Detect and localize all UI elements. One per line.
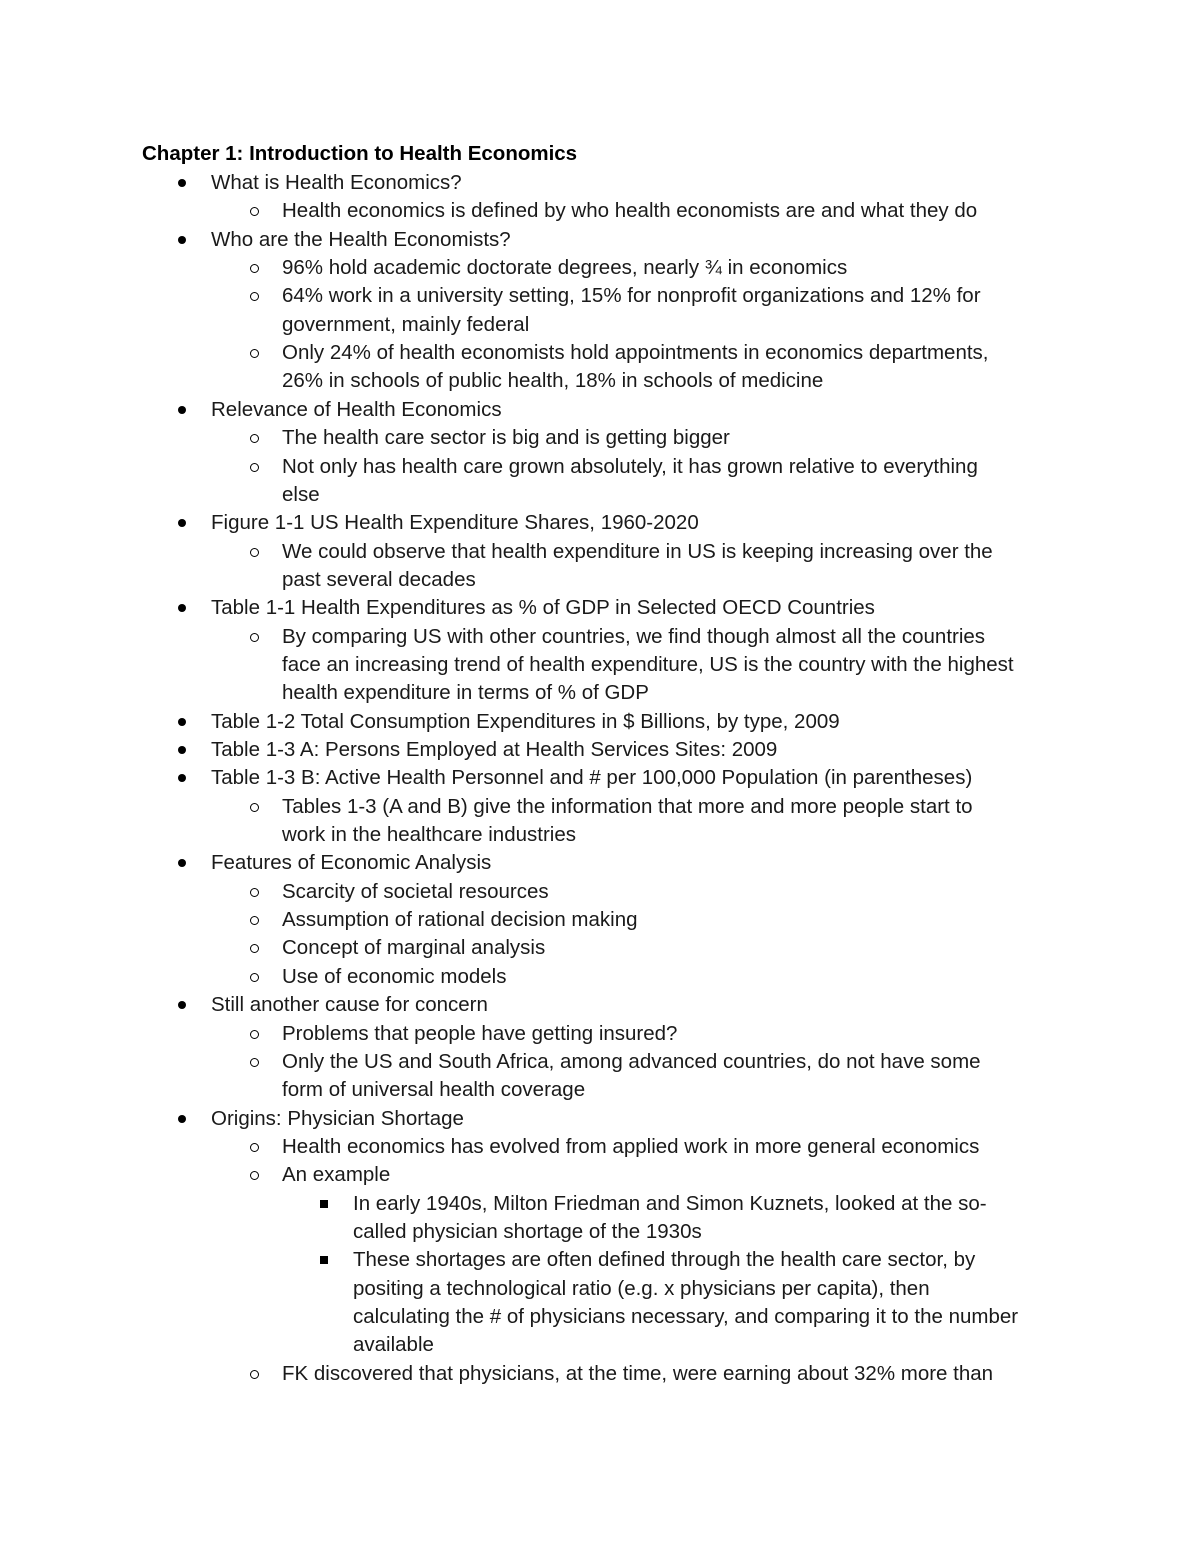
bullet-circle-icon bbox=[250, 264, 259, 273]
outline-item-line: Who are the Health Economists? bbox=[211, 227, 511, 251]
outline-item-line: Scarcity of societal resources bbox=[282, 879, 549, 903]
bullet-circle-icon bbox=[250, 1030, 259, 1039]
outline-item-line: work in the healthcare industries bbox=[282, 823, 576, 847]
outline-item-line: 64% work in a university setting, 15% for nonprofit organizations and 12% for bbox=[282, 284, 981, 308]
outline-item-line: An example bbox=[282, 1163, 391, 1187]
bullet-disc-icon bbox=[178, 236, 186, 244]
bullet-circle-icon bbox=[250, 944, 259, 953]
outline-item-line: Origins: Physician Shortage bbox=[211, 1106, 464, 1130]
outline-item-line: Tables 1-3 (A and B) give the information that more and more people start to bbox=[282, 794, 973, 818]
bullet-circle-icon bbox=[250, 1058, 259, 1067]
outline-item-line: Concept of marginal analysis bbox=[282, 936, 546, 960]
chapter-title: Chapter 1: Introduction to Health Economics bbox=[142, 142, 578, 165]
outline-item-line: calculating the # of physicians necessary, and comparing it to the number bbox=[353, 1305, 1019, 1328]
outline-item-line: positing a technological ratio (e.g. x physicians per capita), then bbox=[353, 1276, 930, 1300]
outline-item-line: What is Health Economics? bbox=[211, 171, 462, 194]
outline-item-line: Only 24% of health economists hold appointments in economics departments, bbox=[282, 341, 989, 365]
outline-item-line: Figure 1-1 US Health Expenditure Shares, 1960-2020 bbox=[211, 511, 699, 535]
outline-item-line: government, mainly federal bbox=[282, 312, 530, 336]
outline-item-line: Table 1-2 Total Consumption Expenditures in $ Billions, by type, 2009 bbox=[211, 709, 840, 733]
bullet-disc-icon bbox=[178, 1115, 186, 1123]
outline-item-line: These shortages are often defined through the health care sector, by bbox=[353, 1248, 976, 1272]
outline-item-line: called physician shortage of the 1930s bbox=[353, 1219, 702, 1243]
bullet-disc-icon bbox=[178, 604, 186, 612]
bullet-circle-icon bbox=[250, 434, 259, 443]
bullet-disc-icon bbox=[178, 859, 186, 867]
outline-item-line: Problems that people have getting insured? bbox=[282, 1021, 678, 1045]
outline-item-line: Table 1-1 Health Expenditures as % of GDP in Selected OECD Countries bbox=[211, 596, 875, 620]
outline-item-line: Only the US and South Africa, among advanced countries, do not have some bbox=[282, 1049, 981, 1073]
bullet-disc-icon bbox=[178, 774, 186, 782]
bullet-circle-icon bbox=[250, 1171, 259, 1180]
outline-item-line: Use of economic models bbox=[282, 964, 507, 988]
outline-item-line: health expenditure in terms of % of GDP bbox=[282, 681, 649, 705]
outline-item-line: In early 1940s, Milton Friedman and Simon Kuznets, looked at the so- bbox=[353, 1191, 987, 1215]
outline-item-line: available bbox=[353, 1333, 434, 1357]
outline-item-line: Table 1-3 B: Active Health Personnel and # per 100,000 Population (in parentheses) bbox=[211, 766, 973, 790]
bullet-circle-icon bbox=[250, 633, 259, 642]
bullet-circle-icon bbox=[250, 916, 259, 925]
outline-item-line: FK discovered that physicians, at the time, were earning about 32% more than bbox=[282, 1361, 994, 1385]
bullet-circle-icon bbox=[250, 292, 259, 301]
bullet-circle-icon bbox=[250, 349, 259, 358]
outline-item-line: past several decades bbox=[282, 567, 476, 591]
bullet-disc-icon bbox=[178, 718, 186, 726]
bullet-circle-icon bbox=[250, 207, 259, 216]
bullet-square-icon bbox=[320, 1200, 328, 1208]
bullet-circle-icon bbox=[250, 1143, 259, 1152]
outline-item-line: Relevance of Health Economics bbox=[211, 397, 502, 421]
outline-item-line: By comparing US with other countries, we find though almost all the countries bbox=[282, 624, 986, 648]
outline-item-line: Assumption of rational decision making bbox=[282, 908, 638, 932]
bullet-square-icon bbox=[320, 1256, 328, 1264]
bullet-circle-icon bbox=[250, 973, 259, 982]
outline-item-line: Health economics is defined by who health economists are and what they do bbox=[282, 199, 978, 223]
outline-item-line: Not only has health care grown absolutely, it has grown relative to everything bbox=[282, 454, 978, 478]
outline-item-line: face an increasing trend of health expenditure, US is the country with the highest bbox=[282, 652, 1014, 676]
bullet-disc-icon bbox=[178, 519, 186, 527]
outline-item-line: Still another cause for concern bbox=[211, 993, 488, 1017]
outline-item-line: Table 1-3 A: Persons Employed at Health Services Sites: 2009 bbox=[211, 738, 778, 761]
bullet-circle-icon bbox=[250, 548, 259, 557]
bullet-circle-icon bbox=[250, 888, 259, 897]
bullet-disc-icon bbox=[178, 406, 186, 414]
outline-item-line: Health economics has evolved from applied work in more general economics bbox=[282, 1134, 980, 1158]
outline-item-line: 26% in schools of public health, 18% in schools of medicine bbox=[282, 369, 824, 393]
bullet-disc-icon bbox=[178, 179, 186, 187]
bullet-circle-icon bbox=[250, 463, 259, 472]
outline-item-line: Features of Economic Analysis bbox=[211, 851, 492, 875]
outline-item-line: else bbox=[282, 482, 320, 506]
outline-item-line: The health care sector is big and is getting bigger bbox=[282, 426, 730, 450]
bullet-disc-icon bbox=[178, 746, 186, 754]
outline-item-line: form of universal health coverage bbox=[282, 1078, 586, 1102]
bullet-disc-icon bbox=[178, 1001, 186, 1009]
bullet-circle-icon bbox=[250, 803, 259, 812]
bullet-circle-icon bbox=[250, 1370, 259, 1379]
outline-item-line: 96% hold academic doctorate degrees, nearly ¾ in economics bbox=[282, 256, 848, 280]
outline-item-line: We could observe that health expenditure in US is keeping increasing over the bbox=[282, 539, 993, 563]
